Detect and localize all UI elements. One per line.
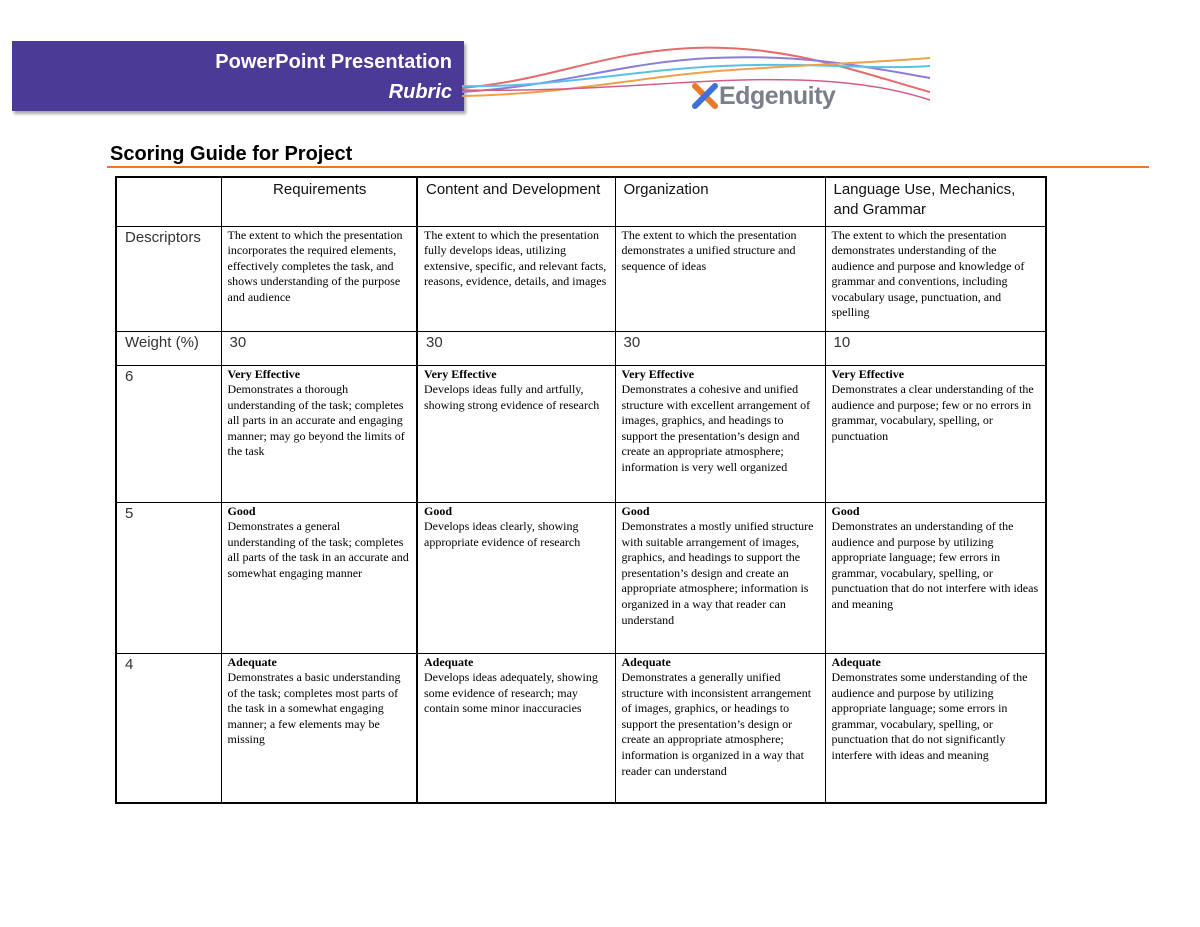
heading-divider [107, 166, 1149, 168]
level-label: Very Effective [424, 366, 497, 381]
rubric-cell [221, 365, 417, 502]
row-label-descriptors: Descriptors [116, 226, 221, 331]
rubric-table [115, 176, 1047, 804]
level-description: Develops ideas fully and artfully, showing strong evidence of research [424, 382, 600, 412]
descriptor-language: The extent to which the presentation demonstrates understanding of the audience and purpose and knowledge of grammar and conventions, including vocabulary usage, punctuation, and spelling [825, 226, 1046, 331]
level-description: Demonstrates a basic understanding of the task; completes most parts of the task in a somewhat engaging manner; a few elements may be missing [227, 670, 401, 747]
level-label: Good [621, 503, 650, 518]
banner-title: PowerPoint Presentation [215, 51, 452, 73]
level-description: Demonstrates an understanding of the audience and purpose by utilizing appropriate language; few errors in grammar, vocabulary, spelling, or punctuation that do not interfere with ideas and meaning [831, 519, 1039, 612]
row-label-score: 5 [116, 502, 221, 653]
page-title: Scoring Guide for Project [110, 143, 353, 165]
rubric-cell [615, 502, 825, 653]
rubric-cell [417, 653, 615, 803]
level-label: Adequate [227, 654, 277, 669]
brand-name: Edgenuity [719, 81, 836, 110]
edgenuity-logo [692, 80, 835, 112]
weight-organization: 30 [615, 331, 825, 365]
rubric-cell [615, 365, 825, 502]
rubric-cell [825, 653, 1046, 803]
level-label: Good [227, 503, 256, 518]
rubric-cell [825, 502, 1046, 653]
level-description: Demonstrates a thorough understanding of the task; completes all parts in an accurate and engaging manner; may go beyond the limits of the task [227, 382, 405, 459]
table-row-descriptors [116, 226, 1046, 331]
weight-requirements: 30 [221, 331, 417, 365]
column-header-requirements: Requirements [221, 177, 417, 226]
row-label-score: 4 [116, 653, 221, 803]
weight-language: 10 [825, 331, 1046, 365]
level-label: Adequate [424, 654, 474, 669]
title-banner [12, 41, 464, 111]
table-row-score-6 [116, 365, 1046, 502]
table-row-weight [116, 331, 1046, 365]
rubric-cell [615, 653, 825, 803]
level-label: Very Effective [227, 366, 301, 381]
level-description: Demonstrates some understanding of the audience and purpose by utilizing appropriate language; some errors in grammar, vocabulary, spelling, or punctuation that do not significantly interfere with ideas and meaning [831, 670, 1028, 763]
level-label: Adequate [621, 654, 671, 669]
table-row-score-5 [116, 502, 1046, 653]
rubric-cell [417, 502, 615, 653]
level-label: Very Effective [831, 366, 905, 381]
rubric-cell [417, 365, 615, 502]
level-label: Very Effective [621, 366, 695, 381]
level-description: Demonstrates a mostly unified structure with suitable arrangement of images, graphics, and headings to support the presentation’s design and create an appropriate atmosphere; information is organized in a way that reader can understand [621, 519, 814, 627]
banner-subtitle: Rubric [388, 81, 452, 103]
level-label: Good [831, 503, 860, 518]
edgenuity-x-logo-icon [692, 83, 718, 109]
descriptor-content: The extent to which the presentation fully develops ideas, utilizing extensive, specific, and relevant facts, reasons, evidence, details, and images [417, 226, 615, 331]
column-header-language: Language Use, Mechanics, and Grammar [825, 177, 1046, 226]
column-header-content: Content and Development [417, 177, 615, 226]
level-label: Adequate [831, 654, 881, 669]
table-header-corner [116, 177, 221, 226]
rubric-cell [825, 365, 1046, 502]
level-description: Demonstrates a general understanding of the task; completes all parts of the task in an accurate and somewhat engaging manner [227, 519, 409, 580]
rubric-cell [221, 502, 417, 653]
table-row-score-4 [116, 653, 1046, 803]
level-description: Demonstrates a cohesive and unified structure with excellent arrangement of images, graphics, and headings to support the presentation’s design and create an appropriate atmosphere; information is very well organized [621, 382, 811, 475]
level-description: Demonstrates a clear understanding of the audience and purpose; few or no errors in grammar, vocabulary, spelling, or punctuation [831, 382, 1034, 443]
level-description: Develops ideas adequately, showing some evidence of research; may contain some minor inaccuracies [424, 670, 598, 716]
rubric-cell [221, 653, 417, 803]
level-description: Develops ideas clearly, showing appropriate evidence of research [424, 519, 581, 549]
weight-content: 30 [417, 331, 615, 365]
descriptor-organization: The extent to which the presentation demonstrates a unified structure and sequence of ideas [615, 226, 825, 331]
column-header-organization: Organization [615, 177, 825, 226]
level-description: Demonstrates a generally unified structure with inconsistent arrangement of images, graphics, or headings to support the presentation’s design or create an appropriate atmosphere; information is organized in a way that reader can understand [621, 670, 812, 778]
row-label-score: 6 [116, 365, 221, 502]
descriptor-requirements: The extent to which the presentation incorporates the required elements, effectively completes the task, and shows understanding of the purpose and audience [221, 226, 417, 331]
row-label-weight: Weight (%) [116, 331, 221, 365]
level-label: Good [424, 503, 453, 518]
table-header-row [116, 177, 1046, 226]
